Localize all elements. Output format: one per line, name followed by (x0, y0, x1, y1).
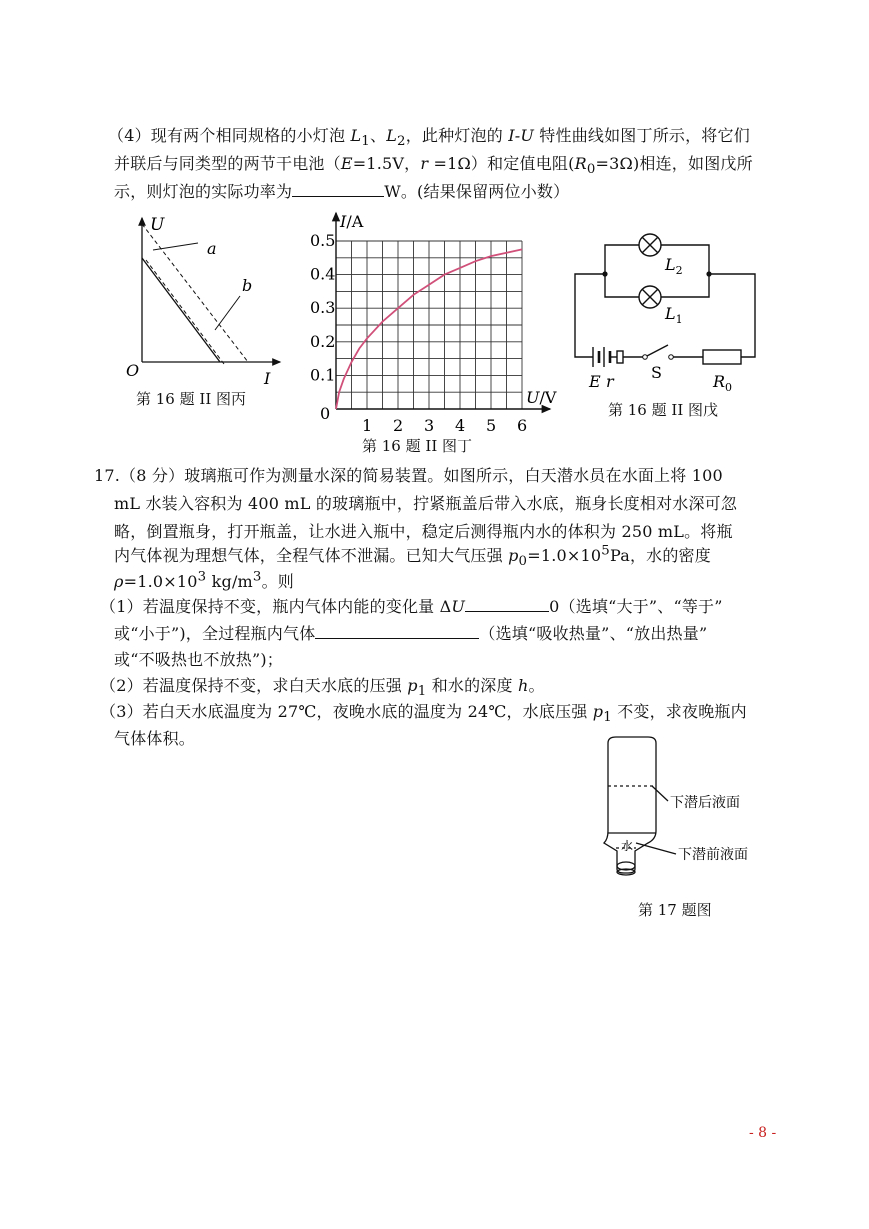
y-axis-unit: /A (346, 212, 364, 231)
text: （1）若温度保持不变，瓶内气体内能的变化量 Δ (100, 597, 452, 616)
text: =1Ω）和定值电阻( (428, 154, 575, 173)
q17-part1-line3: 或“不吸热也不放热”)； (114, 650, 284, 669)
u-label: U (150, 215, 165, 235)
q17-line2: mL 水装入容积为 400 mL 的玻璃瓶中，拧紧瓶盖后带入水底，瓶身长度相对水深可忽 (114, 494, 738, 513)
switch-contact (643, 355, 648, 360)
r0-letter: R (713, 372, 726, 391)
after-dive-label: 下潜后液面 (670, 795, 740, 811)
r0-symbol: R (574, 154, 587, 173)
label-b-leader (215, 296, 240, 330)
y-tick-label: 0.2 (310, 331, 336, 351)
q17-line1: 17.（8 分）玻璃瓶可作为测量水深的简易装置。如图所示，白天潜水员在水面上将 100 (94, 466, 723, 485)
wire (605, 274, 639, 297)
iu-symbol: I-U (508, 126, 535, 145)
text: 。则 (261, 572, 295, 591)
subscript: 1 (361, 134, 370, 150)
superscript: 5 (601, 543, 610, 559)
text: 内气体视为理想气体，全程气体不泄漏。已知大气压强 (114, 546, 509, 565)
y-tick-label: 0.4 (310, 264, 336, 284)
water-label: 水 (621, 839, 634, 853)
chart-grid (336, 241, 522, 409)
figure-bing-caption: 第 16 题 II 图丙 (136, 390, 247, 408)
junction-dot (602, 271, 607, 276)
curve-b-label: b (242, 276, 253, 295)
x-axis-unit: /V (539, 388, 557, 407)
text: 示，则灯泡的实际功率为 (114, 182, 293, 201)
page-number: - 8 - (749, 1125, 777, 1141)
lamp-l2-sub: 2 (675, 264, 683, 277)
text: （3）若白天水底温度为 27℃，夜晚水底的温度为 24℃，水底压强 (100, 702, 593, 721)
tick-labels (310, 231, 527, 435)
q17-part3-line1 (100, 699, 747, 725)
lamp-l1-sub: 1 (675, 313, 683, 326)
text: 不变，求夜晚瓶内 (611, 702, 747, 721)
text: =3Ω)相连，如图戊所 (595, 154, 753, 173)
text: 和水的深度 (426, 676, 518, 695)
wire (605, 245, 639, 274)
i-label: I (264, 369, 271, 388)
x-tick-label: 4 (455, 416, 466, 435)
q16-part4-line1 (108, 123, 750, 149)
text: =1.0×10 (527, 546, 602, 565)
y-tick-label: 0.1 (310, 365, 336, 385)
y-tick-label: 0.5 (310, 231, 336, 250)
figure-bing (120, 210, 290, 390)
subscript: 1 (603, 710, 612, 726)
resistor-r0-icon (703, 350, 741, 364)
junction-dot (706, 271, 711, 276)
text: W。(结果保留两位小数） (384, 182, 570, 201)
superscript: 3 (197, 569, 207, 585)
after-leader (652, 786, 668, 801)
wire (661, 274, 709, 297)
lamp-l1-letter: L (665, 304, 676, 323)
x-tick-label: 5 (486, 416, 497, 435)
q17-part1-line2 (114, 621, 707, 644)
x-tick-label: 6 (517, 416, 528, 435)
lamp-symbol: L (350, 126, 362, 145)
r0-sub: 0 (725, 381, 733, 394)
text: 并联后与同类型的两节干电池（ (114, 154, 341, 173)
h-symbol: h (518, 676, 529, 695)
text: 、 (369, 126, 387, 145)
x-axis-symbol: U (526, 388, 540, 407)
answer-blank[interactable] (292, 182, 384, 197)
curve-a-label: a (207, 239, 217, 258)
figure-ding-chart (310, 205, 570, 435)
text: （2）若温度保持不变，求白天水底的压强 (100, 676, 408, 695)
before-dive-label: 下潜前液面 (678, 847, 748, 863)
q16-part4-line2 (114, 151, 753, 177)
y-tick-label: 0.3 (310, 298, 336, 318)
wire (575, 274, 605, 357)
emf-symbol: E (340, 154, 353, 173)
subscript: 0 (518, 554, 528, 570)
superscript: 3 (252, 569, 262, 585)
text: （选填“吸收热量”、“放出热量” (479, 624, 708, 643)
figure-q17-caption: 第 17 题图 (638, 901, 712, 919)
lamp-l2-label (664, 255, 683, 277)
q17-part2 (100, 673, 545, 699)
lamp-symbol: L (386, 126, 398, 145)
switch-label: S (651, 363, 662, 382)
p0-symbol: p (508, 546, 519, 565)
p1-symbol: p (407, 676, 418, 695)
x-tick-label: 1 (362, 416, 373, 435)
lamp-l1-label (664, 304, 683, 326)
switch-blade (645, 345, 668, 357)
text: kg/m (206, 572, 253, 591)
origin-label: O (126, 361, 140, 380)
y-axis-symbol: I (340, 212, 347, 231)
rho-symbol: ρ (114, 572, 124, 591)
text: =1.0×10 (123, 572, 198, 591)
q16-part4-line3 (114, 179, 569, 202)
subscript: 2 (397, 134, 406, 150)
text: ，此种灯泡的 (405, 126, 509, 145)
chart-origin-label: 0 (320, 404, 331, 423)
figure-ding-caption: 第 16 题 II 图丁 (362, 437, 473, 455)
r0-label (712, 372, 732, 394)
line-a-dashed (142, 224, 248, 362)
figure-wu-circuit (565, 225, 770, 395)
emf-label: E (589, 372, 601, 391)
u-symbol: U (451, 597, 466, 616)
y-axis-label (339, 212, 364, 231)
text: 或“小于”)，全过程瓶内气体 (114, 624, 316, 643)
subscript: 1 (417, 684, 427, 700)
q17-part1-line1 (100, 594, 723, 617)
before-leader (636, 843, 676, 854)
text: 。 (528, 676, 545, 695)
q17-part3-line2: 气体体积。 (114, 729, 196, 748)
q17-line3: 略，倒置瓶身，打开瓶盖，让水进入瓶中，稳定后测得瓶内水的体积为 250 mL。将瓶 (114, 522, 733, 541)
lamp-l2-letter: L (665, 255, 676, 274)
figure-wu-caption: 第 16 题 II 图戊 (608, 401, 719, 419)
x-tick-label: 3 (424, 416, 435, 435)
answer-blank-1[interactable] (465, 597, 549, 612)
text: 0（选填“大于”、“等于” (549, 597, 723, 616)
q17-line5 (114, 569, 294, 592)
internal-resistance-icon (617, 351, 623, 363)
switch-contact (669, 355, 674, 360)
text: Pa，水的密度 (609, 546, 711, 565)
q17-line4 (114, 543, 711, 569)
x-axis-label (526, 388, 557, 407)
answer-blank-2[interactable] (315, 624, 479, 639)
line-dashed-inner (146, 260, 224, 364)
p1-symbol: p (592, 702, 604, 721)
x-tick-label: 2 (393, 416, 404, 435)
figure-q17-bottle (590, 733, 780, 898)
text: 特性曲线如图丁所示，将它们 (534, 126, 750, 145)
wire (709, 274, 755, 357)
text: （4）现有两个相同规格的小灯泡 (108, 126, 351, 145)
r-label: r (606, 372, 614, 391)
text: =1.5V， (352, 154, 421, 173)
r-symbol: r (420, 154, 429, 173)
subscript: 0 (586, 162, 596, 178)
